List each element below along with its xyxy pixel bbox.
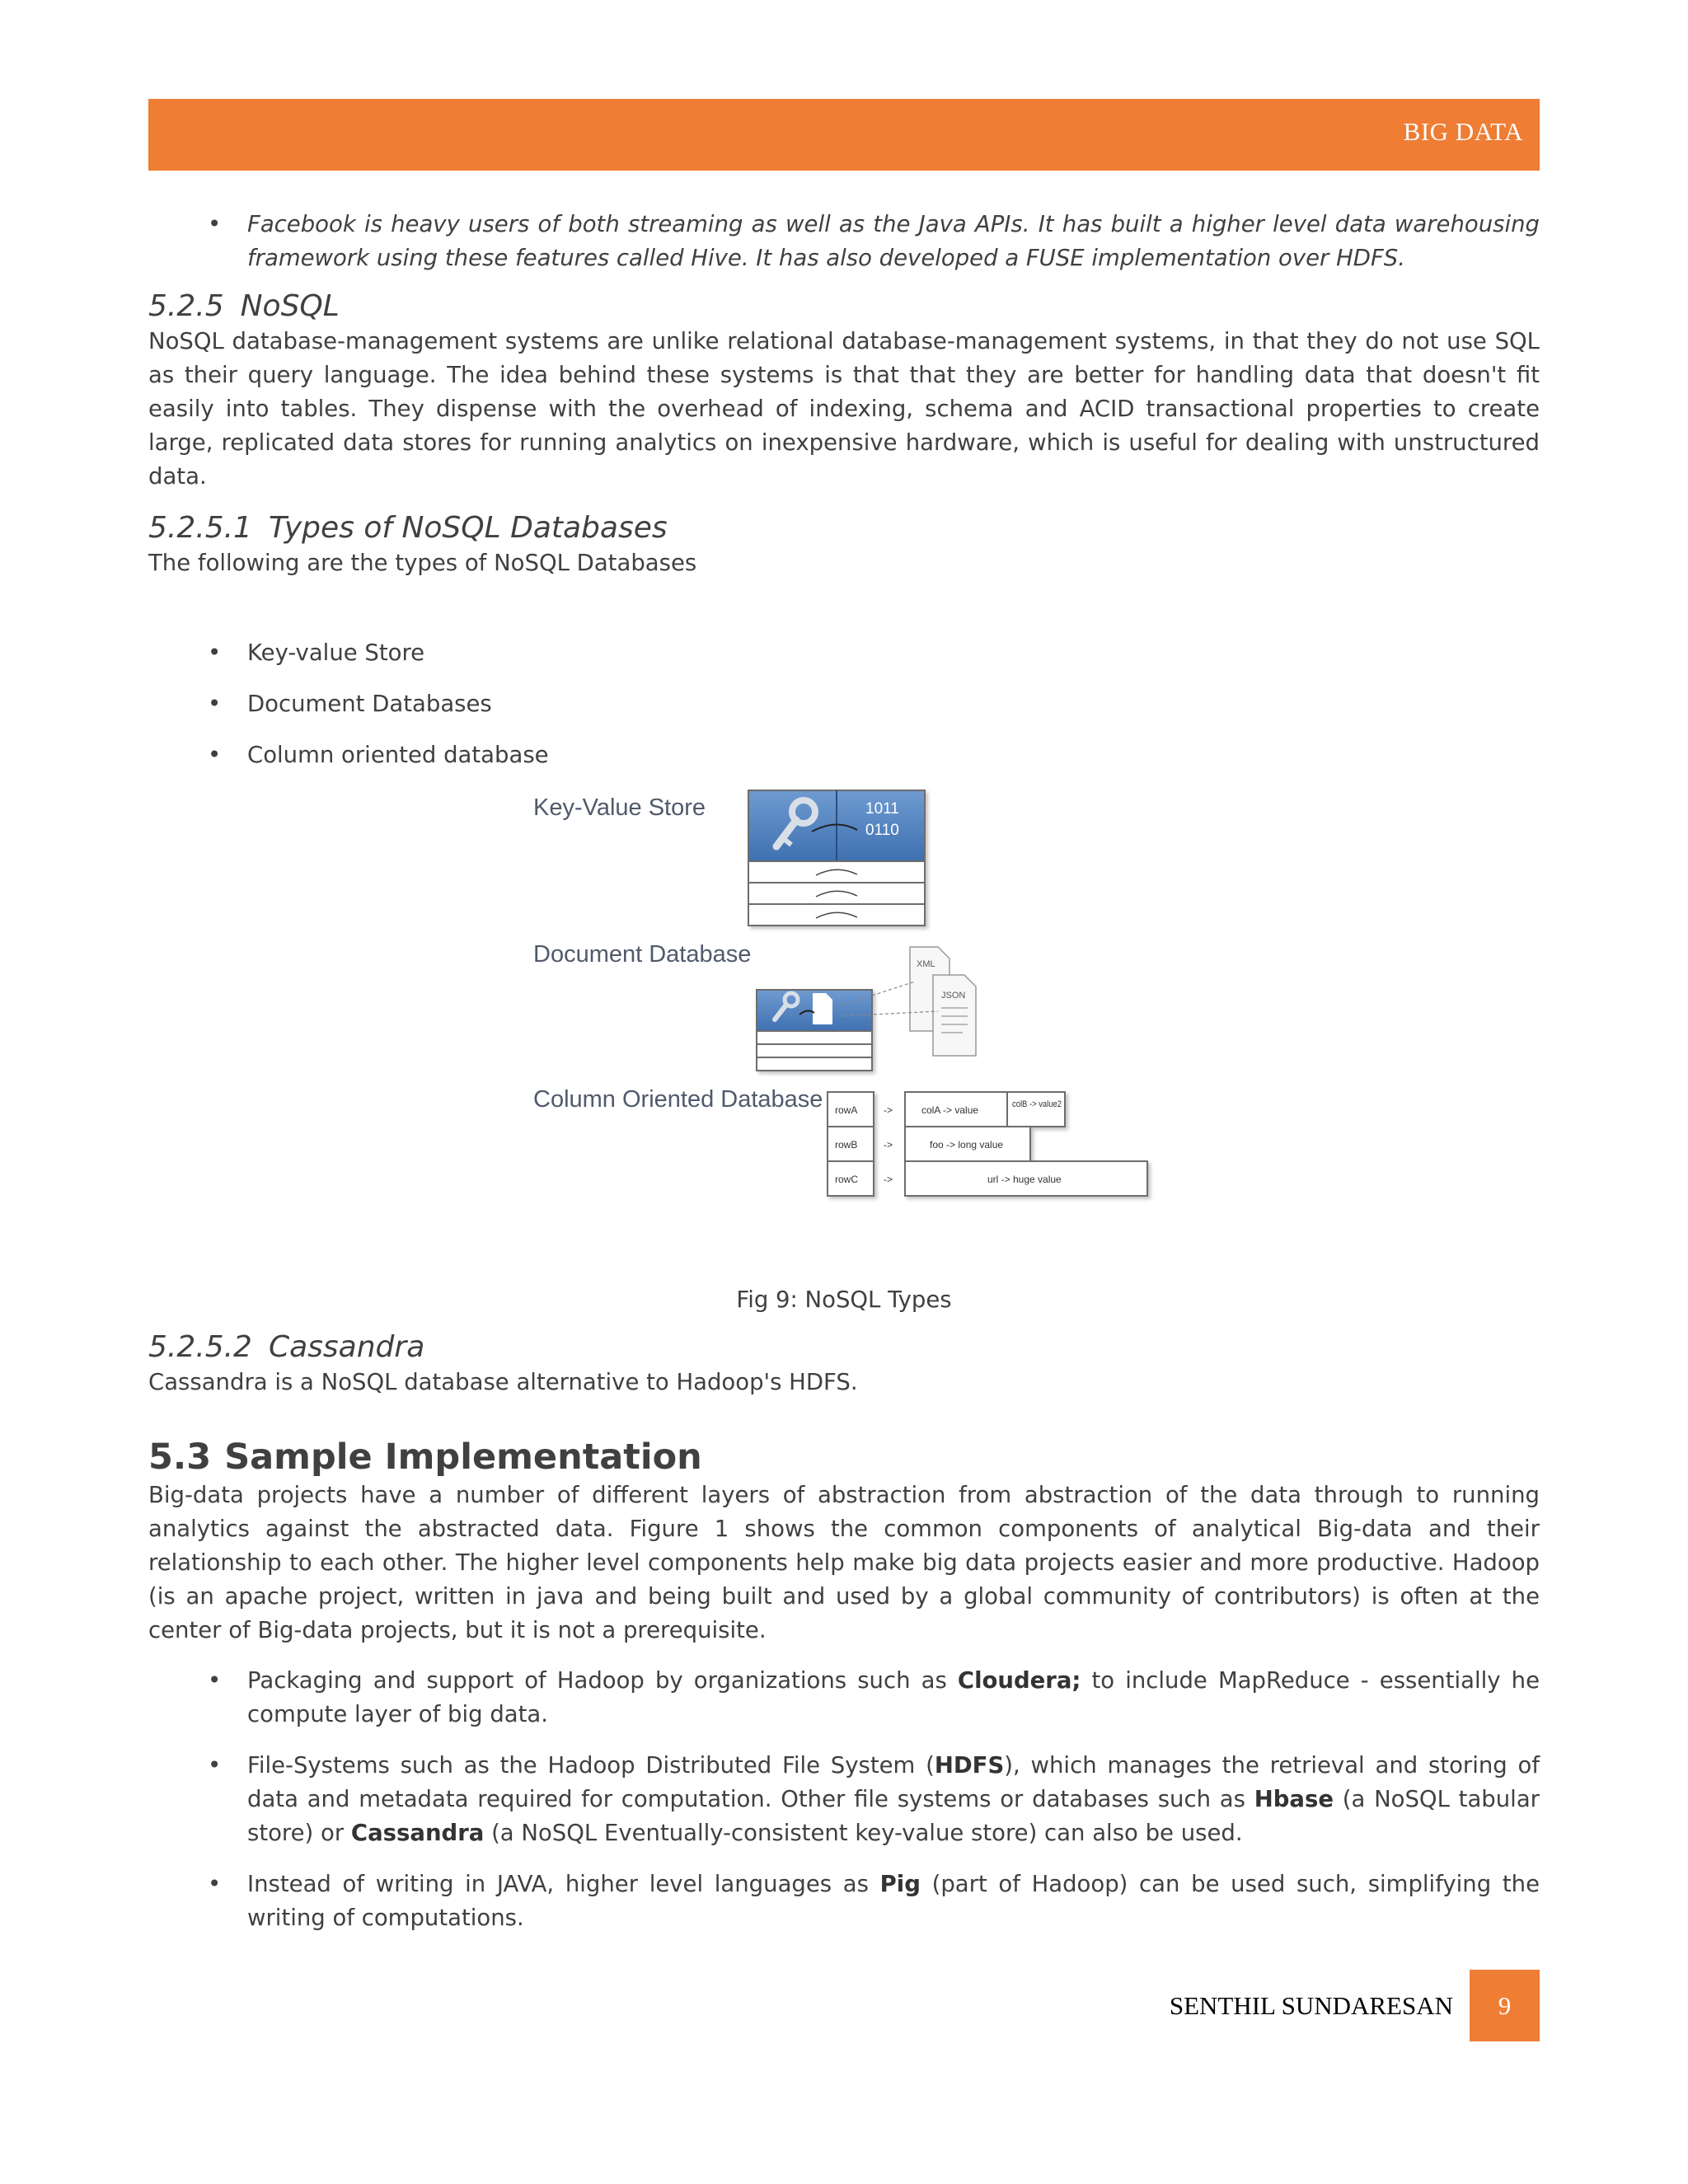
nosql-types-figure xyxy=(148,784,1540,1278)
page-number-badge xyxy=(1470,1970,1540,2041)
cell-colb: colB -> value2 xyxy=(1012,1099,1062,1109)
bullet-bold-text: Hbase xyxy=(1254,1786,1334,1812)
footer-author: SENTHIL SUNDARESAN xyxy=(1169,1990,1453,2020)
row-key-a: rowA xyxy=(835,1104,858,1116)
bullet-bold-text: Cloudera; xyxy=(957,1667,1081,1694)
page-content xyxy=(148,208,1540,1935)
row-arrow-c: -> xyxy=(884,1174,893,1185)
bullet-icon: • xyxy=(208,1752,222,1779)
bullet-icon: • xyxy=(208,211,222,237)
cell-cola: colA -> value xyxy=(921,1104,979,1116)
nosql-paragraph: NoSQL database-management systems are unlike relational database-management systems, in that they do not use SQL as their query language. The idea behind these systems is that that they are better for handling data that doesn't fit easily into tables. They dispense with the overhead of indexing, schema and ACID transactional properties to create large, replicated data stores for running analytics on inexpensive hardware, which is useful for dealing with unstructured data. xyxy=(148,328,1540,490)
sample-bullet-list xyxy=(148,1664,1540,1935)
section-title: Types of NoSQL Databases xyxy=(268,511,668,545)
bullet-text: File-Systems such as the Hadoop Distributed File System ( xyxy=(247,1752,935,1779)
row-arrow-b: -> xyxy=(884,1139,893,1151)
list-item xyxy=(148,687,1540,721)
list-item xyxy=(148,1749,1540,1850)
types-intro: The following are the types of NoSQL Databases xyxy=(148,550,697,576)
bullet-bold-text: Cassandra xyxy=(350,1820,485,1846)
bullet-text: (a NoSQL Eventually-consistent key-value store) can also be used. xyxy=(484,1820,1243,1846)
list-item xyxy=(148,1868,1540,1935)
list-item xyxy=(148,1664,1540,1732)
bullet-icon: • xyxy=(208,742,222,768)
col-label: Column Oriented Database xyxy=(533,1086,823,1113)
bullet-text: Packaging and support of Hadoop by organizations such as xyxy=(247,1667,958,1694)
intro-bullet-text: Facebook is heavy users of both streaming as well as the Java APIs. It has built a higher level data warehousing framework using these features called Hive. It has also developed a FUSE implementation over HDFS. xyxy=(247,211,1540,271)
figure-caption: Fig 9: NoSQL Types xyxy=(736,1286,952,1313)
bullet-text: to include MapReduce - essentially he compute layer of big data. xyxy=(247,1667,1540,1727)
list-item xyxy=(148,208,1540,275)
document-icon xyxy=(813,993,832,1024)
section-heading-types xyxy=(148,510,1540,546)
bullet-icon: • xyxy=(208,691,222,717)
header-title: BIG DATA xyxy=(1403,117,1523,146)
section-heading-cassandra xyxy=(148,1329,1540,1366)
sample-paragraph: Big-data projects have a number of different layers of abstraction from abstraction of the data through to running analytics against the abstracted data. Figure 1 shows the common components of analytical Big-data and their relationship to each other. The higher level components help make big data projects easier and more productive. Hadoop (is an apache project, written in java and being built and used by a global community of contributors) is often at the center of Big-data projects, but it is not a prerequisite. xyxy=(148,1482,1540,1643)
bullet-icon: • xyxy=(208,640,222,666)
section-number: 5.2.5.1 xyxy=(148,511,252,545)
doc-label: Document Database xyxy=(533,941,752,968)
section-number: 5.2.5.2 xyxy=(148,1330,252,1364)
xml-file-label: XML xyxy=(917,959,935,969)
list-item xyxy=(148,636,1540,670)
kv-bits-2: 0110 xyxy=(865,822,899,839)
bullet-icon: • xyxy=(208,1667,222,1694)
list-item-text: Document Databases xyxy=(247,691,492,717)
page-number: 9 xyxy=(1498,1990,1512,2020)
row-key-b: rowB xyxy=(835,1139,858,1151)
row-key-c: rowC xyxy=(835,1174,859,1185)
kv-bits-1: 1011 xyxy=(865,800,899,818)
types-list xyxy=(148,636,1540,772)
bullet-text: (a NoSQL tabular store) or xyxy=(247,1786,1540,1846)
section-heading-sample xyxy=(148,1436,1540,1479)
bullet-text: Instead of writing in JAVA, higher level languages as xyxy=(247,1871,880,1897)
doc-files-icon xyxy=(910,947,976,1056)
section-title: Cassandra xyxy=(268,1330,425,1364)
json-file-label: JSON xyxy=(941,991,966,1001)
header-band xyxy=(148,99,1540,171)
section-number: 5.3 xyxy=(148,1436,212,1478)
nosql-types-diagram xyxy=(148,784,1540,1278)
bullet-text: ), which manages the retrieval and storing of data and metadata required for computation. Other file systems or databases such as xyxy=(247,1752,1540,1812)
cassandra-paragraph: Cassandra is a NoSQL database alternative to Hadoop's HDFS. xyxy=(148,1369,858,1395)
cell-url: url -> huge value xyxy=(987,1174,1062,1185)
section-heading-nosql xyxy=(148,288,1540,325)
list-item-text: Column oriented database xyxy=(247,742,549,768)
intro-bullet-list xyxy=(148,208,1540,275)
section-title: NoSQL xyxy=(240,289,340,323)
row-arrow-a: -> xyxy=(884,1104,893,1116)
bullet-bold-text: Pig xyxy=(879,1871,921,1897)
section-title: Sample Implementation xyxy=(224,1436,702,1478)
bullet-text: (part of Hadoop) can be used such, simplifying the writing of computations. xyxy=(247,1871,1540,1931)
cell-foo: foo -> long value xyxy=(930,1139,1004,1151)
list-item-text: Key-value Store xyxy=(247,640,425,666)
bullet-icon: • xyxy=(208,1871,222,1897)
list-item xyxy=(148,738,1540,772)
section-number: 5.2.5 xyxy=(148,289,224,323)
page-footer xyxy=(1170,1970,1540,2041)
kv-label: Key-Value Store xyxy=(533,794,706,821)
bullet-bold-text: HDFS xyxy=(934,1752,1005,1779)
